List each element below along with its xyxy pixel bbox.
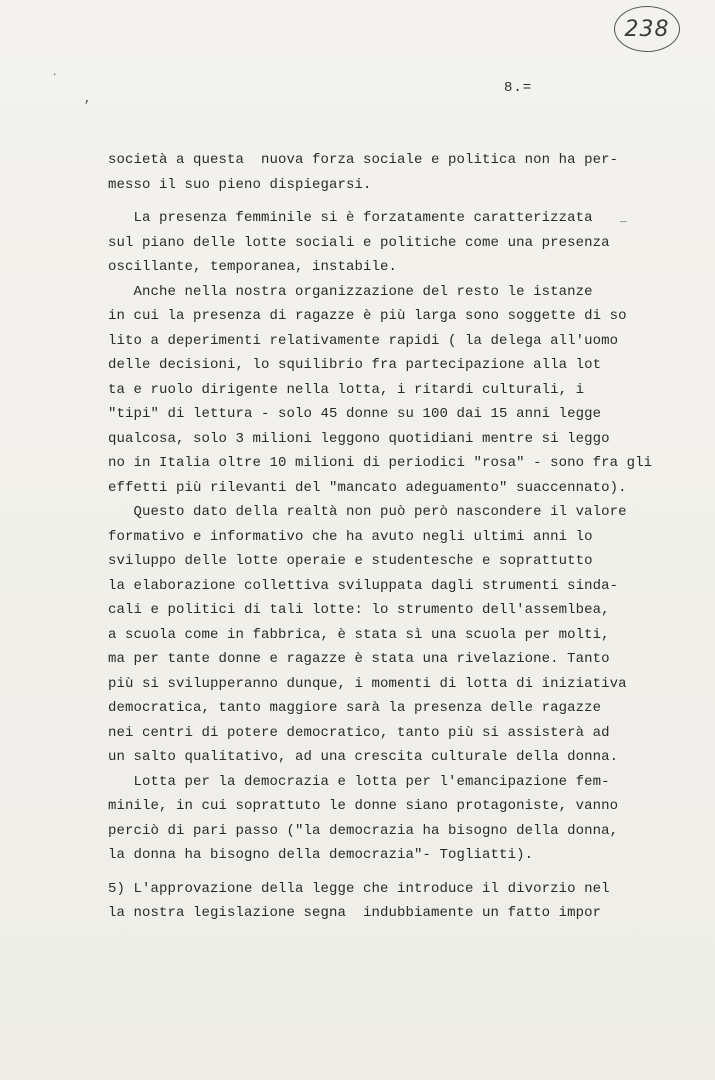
text-line: sviluppo delle lotte operaie e studentesche e soprattutto: [108, 553, 593, 569]
text-line: la elaborazione collettiva sviluppata dagli strumenti sinda-: [108, 577, 619, 594]
watermark: [8, 1000, 128, 1070]
text-line: nei centri di potere democratico, tanto più si assisterà ad: [108, 724, 610, 741]
margin-tick: ,: [84, 92, 92, 106]
text-line: formativo e informativo che ha avuto negli ultimi anni lo: [108, 528, 593, 545]
page-stamp: [614, 6, 680, 52]
margin-dot: ·: [52, 70, 58, 80]
text-line: cali e politici di tali lotte: lo strumento dell'assemlbea,: [108, 602, 610, 618]
text-line: democratica, tanto maggiore sarà la presenza delle ragazze: [108, 700, 602, 716]
text-line: Anche nella nostra organizzazione del resto le istanze: [108, 283, 593, 300]
text-line: Lotta per la democrazia e lotta per l'emancipazione fem-: [108, 773, 610, 790]
text-line: un salto qualitativo, ad una crescita culturale della donna.: [108, 749, 619, 765]
text-line: oscillante, temporanea, instabile.: [108, 259, 398, 275]
text-line: perciò di pari passo ("la democrazia ha bisogno della donna,: [108, 822, 619, 839]
text-line: sul piano delle lotte sociali e politiche come una presenza: [108, 234, 610, 251]
page-number: 8.=: [504, 80, 533, 96]
text-line: società a questa nuova forza sociale e politica non ha per-: [108, 152, 619, 168]
text-line: minile, in cui soprattuto le donne siano protagoniste, vanno: [108, 798, 619, 814]
text-line: no in Italia oltre 10 milioni di periodici "rosa" - sono fra gli: [108, 455, 653, 471]
text-line: effetti più rilevanti del "mancato adeguamento" suaccennato).: [108, 479, 627, 496]
text-line: la donna ha bisogno della democrazia"- Togliatti).: [108, 847, 534, 863]
text-line: "tipi" di lettura - solo 45 donne su 100 dai 15 anni legge: [108, 406, 602, 422]
margin-dash: ‾: [620, 222, 627, 234]
text-line: Questo dato della realtà non può però nascondere il valore: [108, 504, 627, 520]
text-line: delle decisioni, lo squilibrio fra partecipazione alla lot: [108, 357, 602, 373]
text-line: ta e ruolo dirigente nella lotta, i ritardi culturali, i: [108, 381, 585, 398]
text-line: la nostra legislazione segna indubbiamente un fatto impor: [108, 905, 602, 921]
body-text: [108, 148, 653, 926]
text-line: La presenza femminile si è forzatamente caratterizzata: [108, 210, 593, 226]
text-line: ma per tante donne e ragazze è stata una rivelazione. Tanto: [108, 651, 610, 667]
text-line: lito a deperimenti relativamente rapidi ( la delega all'uomo: [108, 332, 619, 349]
text-line: 5) L'approvazione della legge che introduce il divorzio nel: [108, 880, 610, 897]
text-line: in cui la presenza di ragazze è più larga sono soggette di so: [108, 308, 627, 324]
stamp-number: 238: [624, 16, 670, 42]
text-line: più si svilupperanno dunque, i momenti di lotta di iniziativa: [108, 675, 627, 692]
text-line: messo il suo pieno dispiegarsi.: [108, 176, 372, 193]
text-line: a scuola come in fabbrica, è stata sì una scuola per molti,: [108, 626, 610, 643]
text-line: qualcosa, solo 3 milioni leggono quotidiani mentre si leggo: [108, 430, 610, 447]
